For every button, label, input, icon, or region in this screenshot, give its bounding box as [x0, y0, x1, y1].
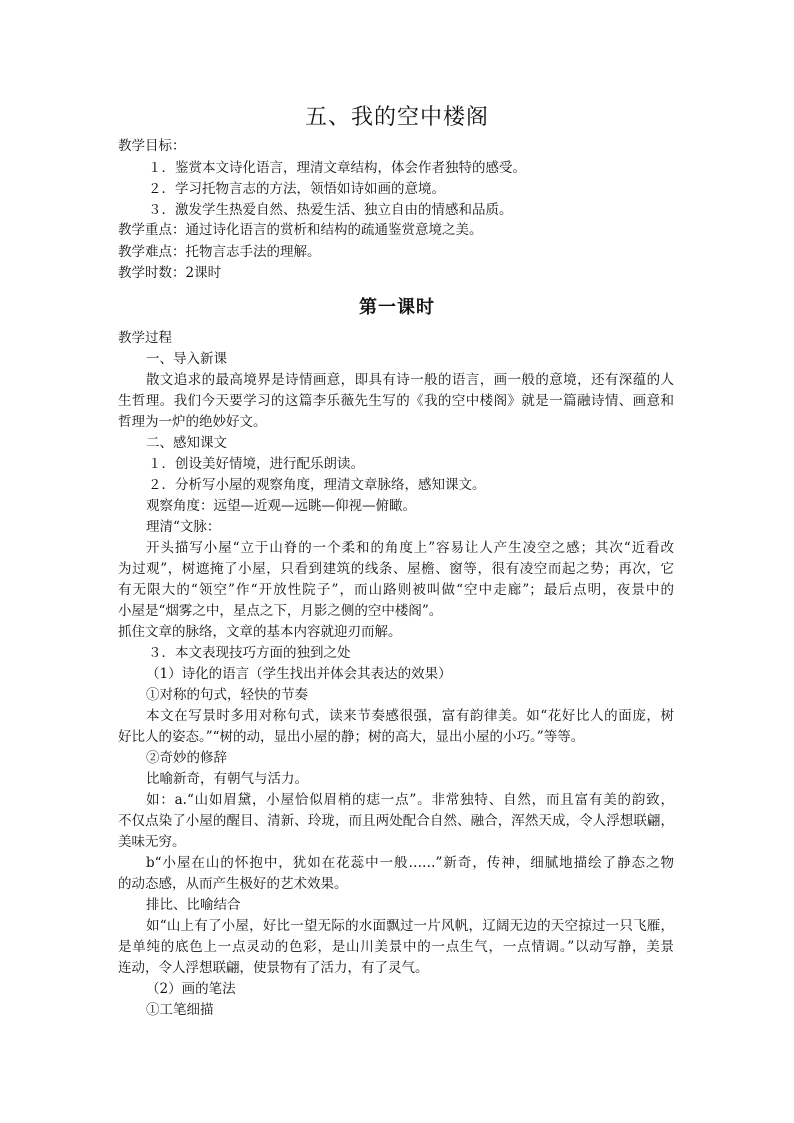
objective-item-2: ２．学习托物言志的方法，领悟如诗如画的意境。 — [148, 181, 445, 197]
poetic-language-heading: （1）诗化的语言（学生找出并体会其表达的效果） — [146, 666, 452, 682]
document-title: 五、我的空中楼阁 — [304, 105, 489, 130]
objective-item-3: ３．激发学生热爱自然、热爱生活、独立自由的情感和品质。 — [148, 202, 513, 218]
parallel-paragraph-line: 如“山上有了小屋，好比一望无际的水面飘过一片风帆，辽阔无边的天空掠过一只飞雁， — [146, 918, 674, 934]
example-a-line: 美味无穷。 — [118, 834, 186, 850]
key-point: 教学重点：通过诗化语言的赏析和结构的疏通鉴赏意境之美。 — [118, 222, 483, 238]
part1-paragraph-line: 散文追求的最高境界是诗情画意，即具有诗一般的语言，画一般的意境，还有深蕴的人 — [146, 372, 674, 388]
process-heading: 教学过程 — [118, 330, 172, 346]
symmetry-paragraph-line: 好比人的姿态。”“树的动，显出小屋的静；树的高大，显出小屋的小巧。”等等。 — [118, 729, 585, 745]
example-b-line: b“小屋在山的怀抱中，犹如在花蕊中一般……”新奇，传神，细腻地描绘了静态之物 — [146, 855, 674, 871]
observation-angle: 观察角度：远望—近观—远眺—仰视—俯瞰。 — [146, 498, 416, 514]
part1-heading: 一、导入新课 — [146, 351, 227, 367]
context-paragraph-line: 小屋是“烟雾之中，星点之下，月影之侧的空中楼阁”。 — [118, 603, 443, 619]
symmetry-paragraph-line: 本文在写景时多用对称句式，读来节奏感很强，富有韵律美。如“花好比人的面庞，树 — [146, 708, 674, 724]
rhetoric-heading: ②奇妙的修辞 — [146, 750, 227, 766]
objective-item-1: １．鉴赏本文诗化语言，理清文章结构，体会作者独特的感受。 — [148, 160, 526, 176]
class-hours: 教学时数：2课时 — [118, 265, 222, 281]
symmetry-heading: ①对称的句式，轻快的节奏 — [146, 687, 308, 703]
context-summary: 抓住文章的脉络，文章的基本内容就迎刃而解。 — [118, 624, 402, 640]
painting-heading: （2）画的笔法 — [146, 981, 236, 997]
meticulous-heading: ①工笔细描 — [146, 1002, 214, 1018]
parallel-heading: 排比、比喻结合 — [146, 897, 241, 913]
part2-heading: 二、感知课文 — [146, 435, 227, 451]
context-paragraph-line: 为过观”，树遮掩了小屋，只看到建筑的线条、屋檐、窗等，很有凌空而起之势；再次，它 — [118, 561, 674, 577]
rhetoric-intro: 比喻新奇，有朝气与活力。 — [146, 771, 308, 787]
section-title: 第一课时 — [359, 297, 435, 318]
example-a-line: 如：a.“山如眉黛，小屋恰似眉梢的痣一点”。非常独特、自然，而且富有美的韵致， — [146, 792, 674, 808]
parallel-paragraph-line: 是单纯的底色上一点灵动的色彩，是山川美景中的一点生气，一点情调。”以动写静，美景 — [118, 939, 674, 955]
context-paragraph-line: 开头描写小屋“立于山脊的一个柔和的角度上”容易让人产生凌空之感；其次“近看改 — [146, 540, 674, 556]
context-heading: 理清“文脉： — [146, 519, 221, 535]
part1-paragraph-line: 哲理为一炉的绝妙好文。 — [118, 414, 267, 430]
context-paragraph-line: 有无限大的“领空”作“开放性院子”，而山路则被叫做“空中走廊”；最后点明，夜景中的 — [118, 582, 674, 598]
objectives-heading: 教学目标： — [118, 138, 186, 154]
part2-item-2: ２．分析写小屋的观察角度，理清文章脉络，感知课文。 — [148, 477, 486, 493]
example-b-line: 的动态感，从而产生极好的艺术效果。 — [118, 876, 348, 892]
part3-heading: ３．本文表现技巧方面的独到之处 — [148, 645, 351, 661]
parallel-paragraph-line: 连动，令人浮想联翩，使景物有了活力，有了灵气。 — [118, 960, 429, 976]
example-a-line: 不仅点染了小屋的醒目、清新、玲珑，而且两处配合自然、融合，浑然天成，令人浮想联翩， — [118, 813, 674, 829]
part2-item-1: １．创设美好情境，进行配乐朗读。 — [148, 456, 364, 472]
difficulty: 教学难点：托物言志手法的理解。 — [118, 244, 321, 260]
part1-paragraph-line: 生哲理。我们今天要学习的这篇李乐薇先生写的《我的空中楼阁》就是一篇融诗情、画意和 — [118, 393, 674, 409]
